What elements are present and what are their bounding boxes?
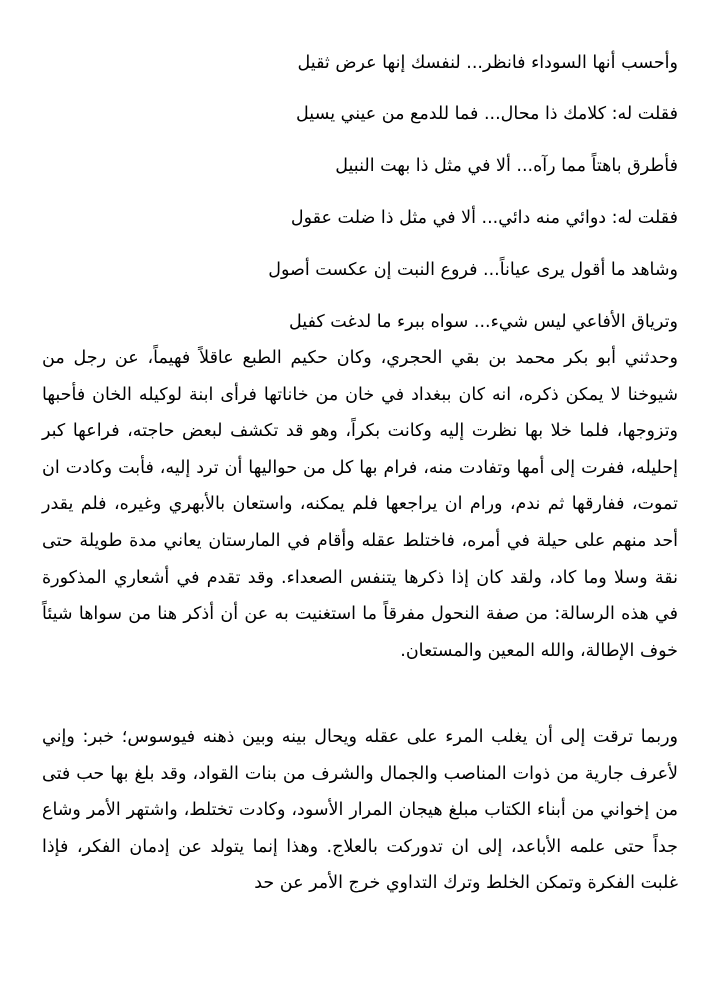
poem-verse-6: وترياق الأفاعي ليس شيء... سواه ببرء ما لدغت كفيل <box>289 312 678 332</box>
paragraph-obsession: وربما ترقت إلى أن يغلب المرء على عقله ويحال بينه وبين ذهنه فيوسوس؛ خبر: وإني لأعرف جارية من ذوات المناصب والجمال والشرف من بنات القواد، وقد بلغ بها حب فتى من إخواني من أبناء الكتاب مبلغ هيجان المرار الأسود، وكادت تختلط، واشتهر الأمر وشاع جداً حتى علمه الأباعد، إلى ان تدوركت بالعلاج. وهذا إنما يتولد عن إدمان الفكر، فإذا غلبت الفكرة وتمكن الخلط وترك التداوي خرج الأمر عن حد <box>42 727 678 894</box>
poem-verse-3: فأطرق باهتاً مما رآه... ألا في مثل ذا بهت النبيل <box>335 156 678 176</box>
poem-verse-4: فقلت له: دوائي منه دائي... ألا في مثل ذا ضلت عقول <box>290 208 678 228</box>
poem-verse-2: فقلت له: كلامك ذا محال... فما للدمع من عيني يسيل <box>296 104 678 124</box>
poem-verse-5: وشاهد ما أقول يرى عياناً... فروع النبت إن عكست أصول <box>268 260 678 280</box>
paragraph-hajari-story: وحدثني أبو بكر محمد بن بقي الحجري، وكان حكيم الطبع عاقلاً فهيماً، عن رجل من شيوخنا لا يمكن ذكره، انه كان ببغداد في خان من خاناتها فرأى ابنة لوكيله الخان فأحبها وتزوجها، فلما خلا بها نظرت إليه وكانت بكراً، وهو قد تكشف لبعض حاجته، فراعها كبر إحليله، ففرت إلى أمها وتفادت منه، فرام بها كل من حواليها أن ترد إليه، فأبت وكادت ان تموت، ففارقها ثم ندم، ورام ان يراجعها فلم يمكنه، واستعان بالأبهري وغيره، فلم يقدر أحد منهم على حيلة في أمره، فاختلط عقله وأقام في المارستان يعاني مدة طويلة حتى نقة وسلا وما كاد، ولقد كان إذا ذكرها يتنفس الصعداء. وقد تقدم في أشعاري المذكورة في هذه الرسالة: من صفة النحول مفرقاً ما استغنيت به عن أن أذكر هنا من سواها شيئاً خوف الإطالة، والله المعين والمستعان. <box>42 348 678 661</box>
poem-verse-1: وأحسب أنها السوداء فانظر... لنفسك إنها عرض ثقيل <box>297 53 678 73</box>
